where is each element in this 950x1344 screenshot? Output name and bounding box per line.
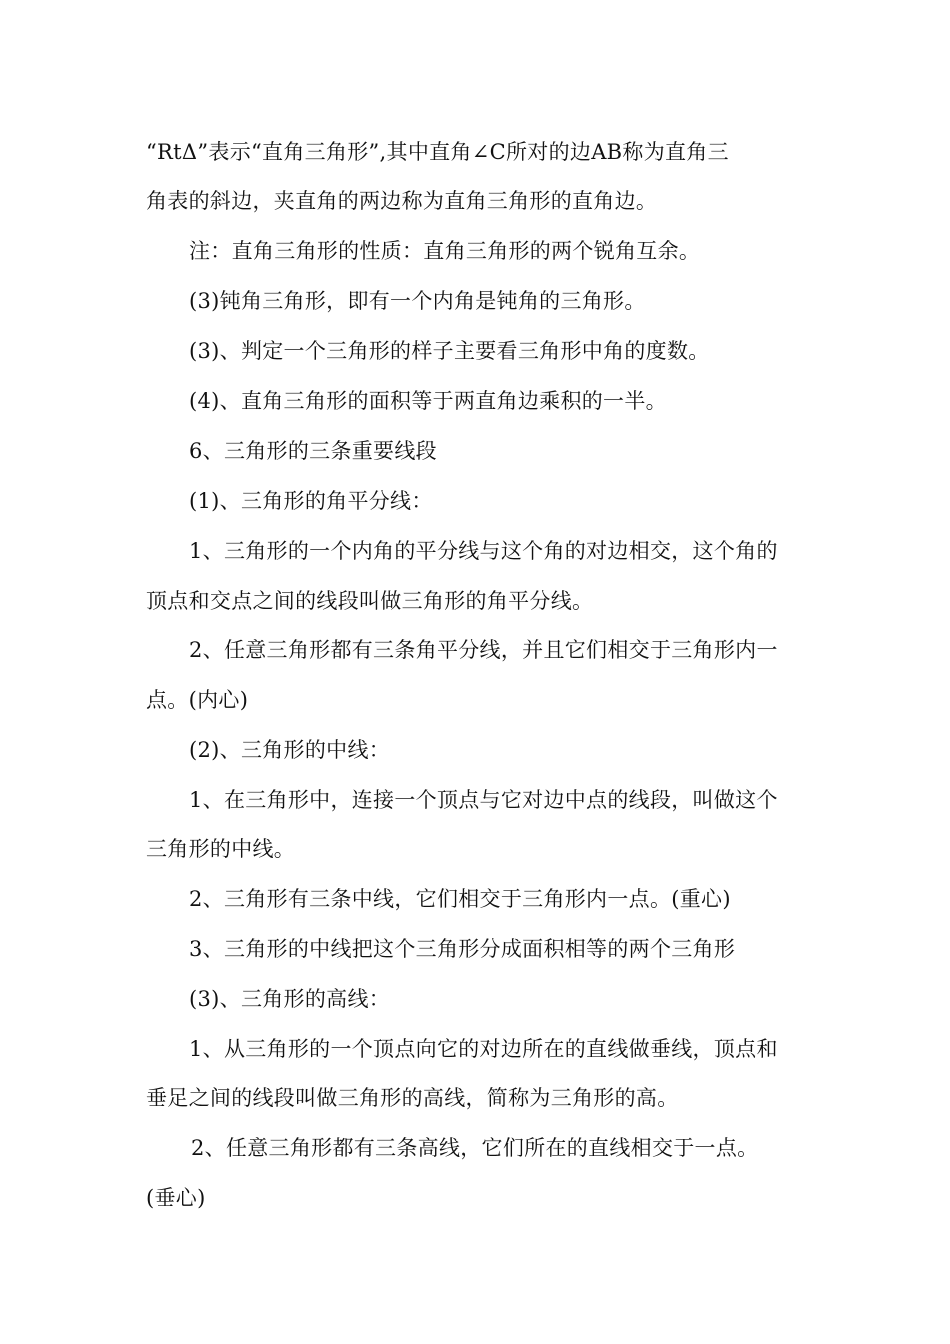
text-line-16: 2、三角形有三条中线，它们相交于三角形内一点。(重心) bbox=[189, 887, 731, 911]
text-line-4: (3)钝角三角形，即有一个内角是钝角的三角形。 bbox=[189, 289, 646, 313]
text-line-11: 2、任意三角形都有三条角平分线，并且它们相交于三角形内一 bbox=[189, 638, 778, 662]
text-line-22: (垂心) bbox=[146, 1186, 206, 1210]
text-line-13: (2)、三角形的中线： bbox=[189, 738, 391, 762]
text-line-9: 1、三角形的一个内角的平分线与这个角的对边相交，这个角的 bbox=[189, 539, 778, 563]
text-line-17: 3、三角形的中线把这个三角形分成面积相等的两个三角形 bbox=[189, 937, 736, 961]
text-line-20: 垂足之间的线段叫做三角形的高线，简称为三角形的高。 bbox=[146, 1086, 679, 1110]
text-line-18: (3)、三角形的高线： bbox=[189, 987, 391, 1011]
text-line-21: 2、任意三角形都有三条高线，它们所在的直线相交于一点。 bbox=[191, 1136, 759, 1160]
text-line-8: (1)、三角形的角平分线： bbox=[189, 489, 433, 513]
text-line-14: 1、在三角形中，连接一个顶点与它对边中点的线段，叫做这个 bbox=[189, 788, 778, 812]
text-line-10: 顶点和交点之间的线段叫做三角形的角平分线。 bbox=[146, 589, 594, 613]
text-line-3: 注：直角三角形的性质：直角三角形的两个锐角互余。 bbox=[189, 239, 701, 263]
text-line-15: 三角形的中线。 bbox=[146, 837, 296, 861]
text-line-6: (4)、直角三角形的面积等于两直角边乘积的一半。 bbox=[189, 389, 667, 413]
text-line-7: 6、三角形的三条重要线段 bbox=[189, 439, 437, 463]
text-line-12: 点。(内心) bbox=[146, 688, 249, 712]
text-line-1: “RtΔ”表示“直角三角形”,其中直角∠C所对的边AB称为直角三 bbox=[146, 140, 729, 164]
text-line-5: (3)、判定一个三角形的样子主要看三角形中角的度数。 bbox=[189, 339, 710, 363]
text-line-19: 1、从三角形的一个顶点向它的对边所在的直线做垂线，顶点和 bbox=[189, 1037, 778, 1061]
text-line-2: 角表的斜边，夹直角的两边称为直角三角形的直角边。 bbox=[146, 189, 658, 213]
